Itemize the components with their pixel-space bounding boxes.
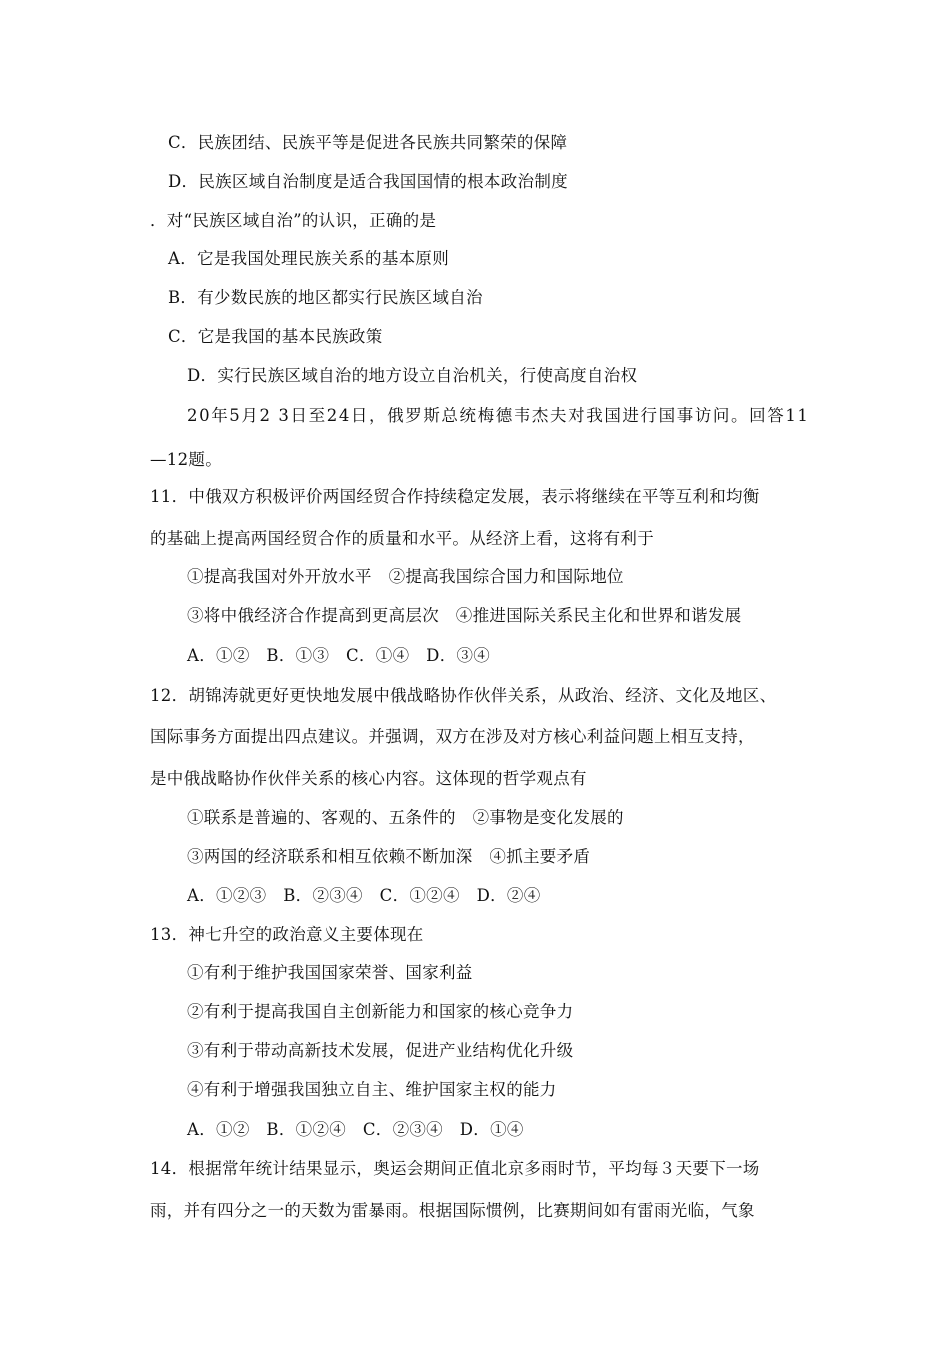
option-a-basic-principle: A．它是我国处理民族关系的基本原则 bbox=[168, 249, 450, 268]
q13-statement-1: ①有利于维护我国国家荣誉、国家利益 bbox=[187, 963, 473, 982]
option-b-minority-regions: B．有少数民族的地区都实行民族区域自治 bbox=[168, 288, 483, 307]
option-c-ethnic-unity: C．民族团结、民族平等是促进各民族共同繁荣的保障 bbox=[168, 133, 568, 152]
question-12-cont-1: 国际事务方面提出四点建议。并强调，双方在涉及对方核心利益问题上相互支持， bbox=[150, 727, 755, 746]
q11-statements-3-4: ③将中俄经济合作提高到更高层次 ④推进国际关系民主化和世界和谐发展 bbox=[187, 606, 742, 625]
q13-choices: A．①② B．①②④ C．②③④ D．①④ bbox=[187, 1120, 524, 1139]
q13-statement-2: ②有利于提高我国自主创新能力和国家的核心竞争力 bbox=[187, 1002, 574, 1021]
q12-statements-1-2: ①联系是普遍的、客观的、五条件的 ②事物是变化发展的 bbox=[187, 808, 624, 827]
question-12: 12．胡锦涛就更好更快地发展中俄战略协作伙伴关系，从政治、经济、文化及地区、 bbox=[150, 686, 777, 705]
question-14: 14．根据常年统计结果显示，奥运会期间正值北京多雨时节，平均每３天要下一场 bbox=[150, 1159, 760, 1178]
material-medvedev-visit: 20年5月2 3日至24日，俄罗斯总统梅德韦杰夫对我国进行国事访问。回答11 bbox=[187, 406, 810, 425]
q12-choices: A．①②③ B．②③④ C．①②④ D．②④ bbox=[187, 886, 541, 905]
material-medvedev-visit-cont: —12题。 bbox=[150, 450, 222, 469]
option-d-autonomous-organs: D．实行民族区域自治的地方设立自治机关，行使高度自治权 bbox=[187, 366, 638, 385]
question-11: 11．中俄双方积极评价两国经贸合作持续稳定发展，表示将继续在平等互利和均衡 bbox=[150, 487, 760, 506]
option-c-basic-policy: C．它是我国的基本民族政策 bbox=[168, 327, 383, 346]
option-d-regional-autonomy-system: D．民族区域自治制度是适合我国国情的根本政治制度 bbox=[168, 172, 568, 191]
q13-statement-4: ④有利于增强我国独立自主、维护国家主权的能力 bbox=[187, 1080, 557, 1099]
q11-choices: A．①② B．①③ C．①④ D．③④ bbox=[187, 646, 491, 665]
q11-statements-1-2: ①提高我国对外开放水平 ②提高我国综合国力和国际地位 bbox=[187, 567, 624, 586]
question-11-cont: 的基础上提高两国经贸合作的质量和水平。从经济上看，这将有利于 bbox=[150, 529, 654, 548]
q12-statements-3-4: ③两国的经济联系和相互依赖不断加深 ④抓主要矛盾 bbox=[187, 847, 591, 866]
question-14-cont: 雨，并有四分之一的天数为雷暴雨。根据国际惯例，比赛期间如有雷雨光临，气象 bbox=[150, 1201, 755, 1220]
question-12-cont-2: 是中俄战略协作伙伴关系的核心内容。这体现的哲学观点有 bbox=[150, 769, 587, 788]
question-13: 13．神七升空的政治意义主要体现在 bbox=[150, 925, 424, 944]
q13-statement-3: ③有利于带动高新技术发展，促进产业结构优化升级 bbox=[187, 1041, 574, 1060]
question-regional-autonomy: ．对“民族区域自治”的认识，正确的是 bbox=[150, 211, 437, 230]
